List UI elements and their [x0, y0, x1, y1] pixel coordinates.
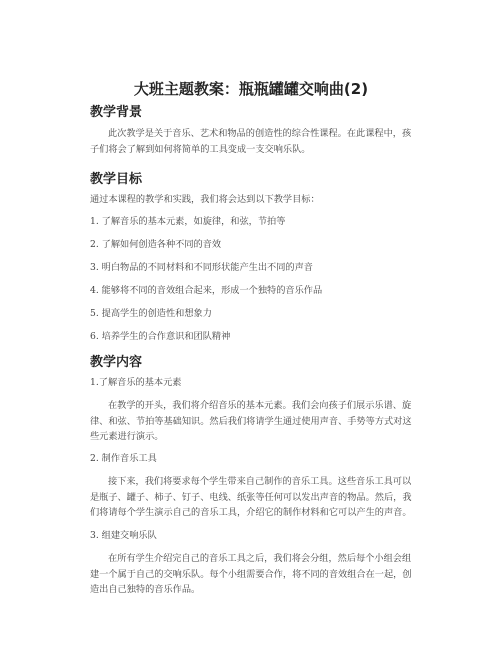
- content-section-2-title: 2. 制作音乐工具: [90, 453, 157, 464]
- goal-item-4: 4. 能够将不同的音效组合起来，形成一个独特的音乐作品: [90, 285, 323, 296]
- goals-intro: 通过本课程的教学和实践，我们将会达到以下教学目标：: [90, 194, 320, 205]
- content-section-1-text: 在教学的开头，我们将介绍音乐的基本元素。我们会向孩子们展示乐谱、旋律、和弦、节拍等基础知识。然后我们将请学生通过使用声音、手势等方式对这些元素进行演示。: [90, 400, 412, 442]
- goal-item-1: 1. 了解音乐的基本元素，如旋律，和弦，节拍等: [90, 216, 286, 227]
- goal-item-3: 3. 明白物品的不同材料和不同形状能产生出不同的声音: [90, 262, 313, 273]
- content-section-3-text: 在所有学生介绍完自己的音乐工具之后，我们将会分组，然后每个小组会组建一个属于自己的交响乐队。每个小组需要合作，将不同的音效组合在一起，创造出自己独特的音乐作品。: [90, 553, 412, 595]
- goal-item-2: 2. 了解如何创造各种不同的音效: [90, 239, 222, 250]
- content-section-1-title: 1.了解音乐的基本元素: [90, 377, 182, 388]
- heading-goals: 教学目标: [90, 172, 143, 187]
- content-section-3-title: 3. 组建交响乐队: [90, 530, 157, 541]
- background-paragraph: 此次教学是关于音乐、艺术和物品的创造性的综合性课程。在此课程中，孩子们将会了解到如何将简单的工具变成一支交响乐队。: [90, 128, 412, 155]
- goal-item-6: 6. 培养学生的合作意识和团队精神: [90, 331, 231, 342]
- document-title: 大班主题教案：瓶瓶罐罐交响曲(2): [133, 80, 369, 98]
- heading-background: 教学背景: [90, 105, 143, 120]
- heading-content: 教学内容: [90, 355, 143, 370]
- goal-item-5: 5. 提高学生的创造性和想象力: [90, 308, 212, 319]
- content-section-2-text: 接下来，我们将要求每个学生带来自己制作的音乐工具。这些音乐工具可以是瓶子、罐子、柿子、钉子、电线、纸张等任何可以发出声音的物品。然后，我们将请每个学生演示自己的音乐工具，介绍它的制作材料和它可以产生的声音。: [90, 476, 412, 518]
